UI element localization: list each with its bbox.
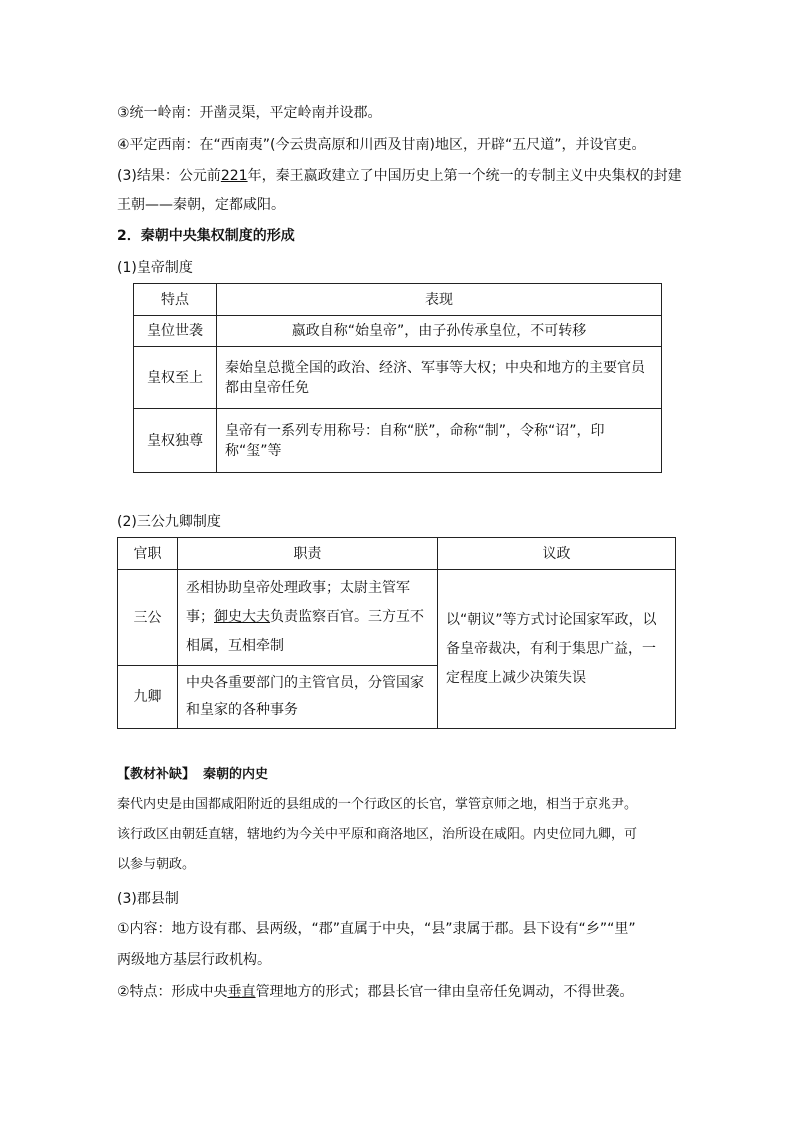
section-heading-2: 2．秦朝中央集权制度的形成 [117, 228, 295, 244]
features-vertical: 垂直 [227, 984, 256, 1000]
table1-row2-desc: 秦始皇总揽全国的政治、经济、军事等大权；中央和地方的主要官员都由皇帝任免 [217, 347, 662, 409]
supplement-para-line2: 该行政区由朝廷直辖，辖地约为今关中平原和商洛地区，治所设在咸阳。内史位同九卿，可 [117, 827, 638, 842]
subheading-commandery-county: (3)郡县制 [117, 891, 179, 907]
text-line-content-2: 两级地方基层行政机构。 [117, 952, 271, 968]
text-line-result [117, 166, 682, 186]
text-line-features [117, 982, 634, 1002]
text-line-content-1: ①内容：地方设有郡、县两级，“郡”直属于中央，“县”隶属于郡。县下设有“乡”“里” [117, 921, 636, 937]
table1-header-feature: 特点 [134, 284, 217, 316]
supplement-para-line1: 秦代内史是由国都咸阳附近的县组成的一个行政区的长官，掌管京师之地，相当于京兆尹。 [117, 797, 638, 812]
table2-jiuqing-name: 九卿 [118, 666, 178, 729]
supplement-para-line3: 以参与朝政。 [117, 857, 196, 872]
table2-jiuqing-duty: 中央各重要部门的主管官员，分管国家和皇家的各种事务 [178, 666, 438, 729]
emperor-system-table [133, 283, 662, 473]
table2-header-duty: 职责 [178, 538, 438, 570]
table1-row1-feature: 皇位世袭 [134, 316, 217, 347]
table2-deliberation-cell: 以“朝议”等方式讨论国家军政，以备皇帝裁决，有利于集思广益，一定程度上减少决策失误 [438, 570, 676, 729]
sangong-duty-part1: 丞相协助皇帝处理政事；太尉主管军事； [186, 580, 410, 625]
text-line-qin-dynasty: 王朝——秦朝，定都咸阳。 [117, 197, 285, 213]
sangong-jiuqing-table [117, 537, 676, 729]
table2-header-office: 官职 [118, 538, 178, 570]
sangong-duty-part2: 负责监察百官。三方互不相属，互相牵制 [186, 609, 424, 654]
supplement-heading [117, 765, 268, 785]
supplement-title: 【教材补缺】 [117, 767, 196, 782]
subheading-emperor-system: (1)皇帝制度 [117, 260, 193, 276]
subheading-sangong-jiuqing: (2)三公九卿制度 [117, 514, 221, 530]
text-line-xinan: ④平定西南：在“西南夷”(今云贵高原和川西及甘南)地区，开辟“五尺道”，并设官吏。 [117, 137, 646, 153]
result-prefix: (3)结果：公元前 [117, 168, 221, 184]
sangong-duty-censor: 御史大夫 [214, 609, 270, 625]
features-suffix: 管理地方的形式；郡县长官一律由皇帝任免调动，不得世袭。 [255, 984, 634, 1000]
table1-row3-desc: 皇帝有一系列专用称号：自称“朕”，命称“制”，令称“诏”，印称“玺”等 [217, 409, 662, 473]
table2-header-deliberation: 议政 [438, 538, 676, 570]
supplement-subject: 秦朝的内史 [203, 767, 269, 782]
table2-sangong-name: 三公 [118, 570, 178, 666]
result-year: 221 [220, 168, 248, 184]
features-prefix: ②特点：形成中央 [117, 984, 228, 1000]
table1-header-desc: 表现 [217, 284, 662, 316]
result-suffix: 年，秦王嬴政建立了中国历史上第一个统一的专制主义中央集权的封建 [247, 168, 682, 184]
text-line-lingnan: ③统一岭南：开凿灵渠，平定岭南并设郡。 [117, 105, 382, 121]
table2-sangong-duty [178, 570, 438, 666]
table1-row2-feature: 皇权至上 [134, 347, 217, 409]
table1-row3-feature: 皇权独尊 [134, 409, 217, 473]
table1-row1-desc: 嬴政自称“始皇帝”，由子孙传承皇位，不可转移 [217, 316, 662, 347]
